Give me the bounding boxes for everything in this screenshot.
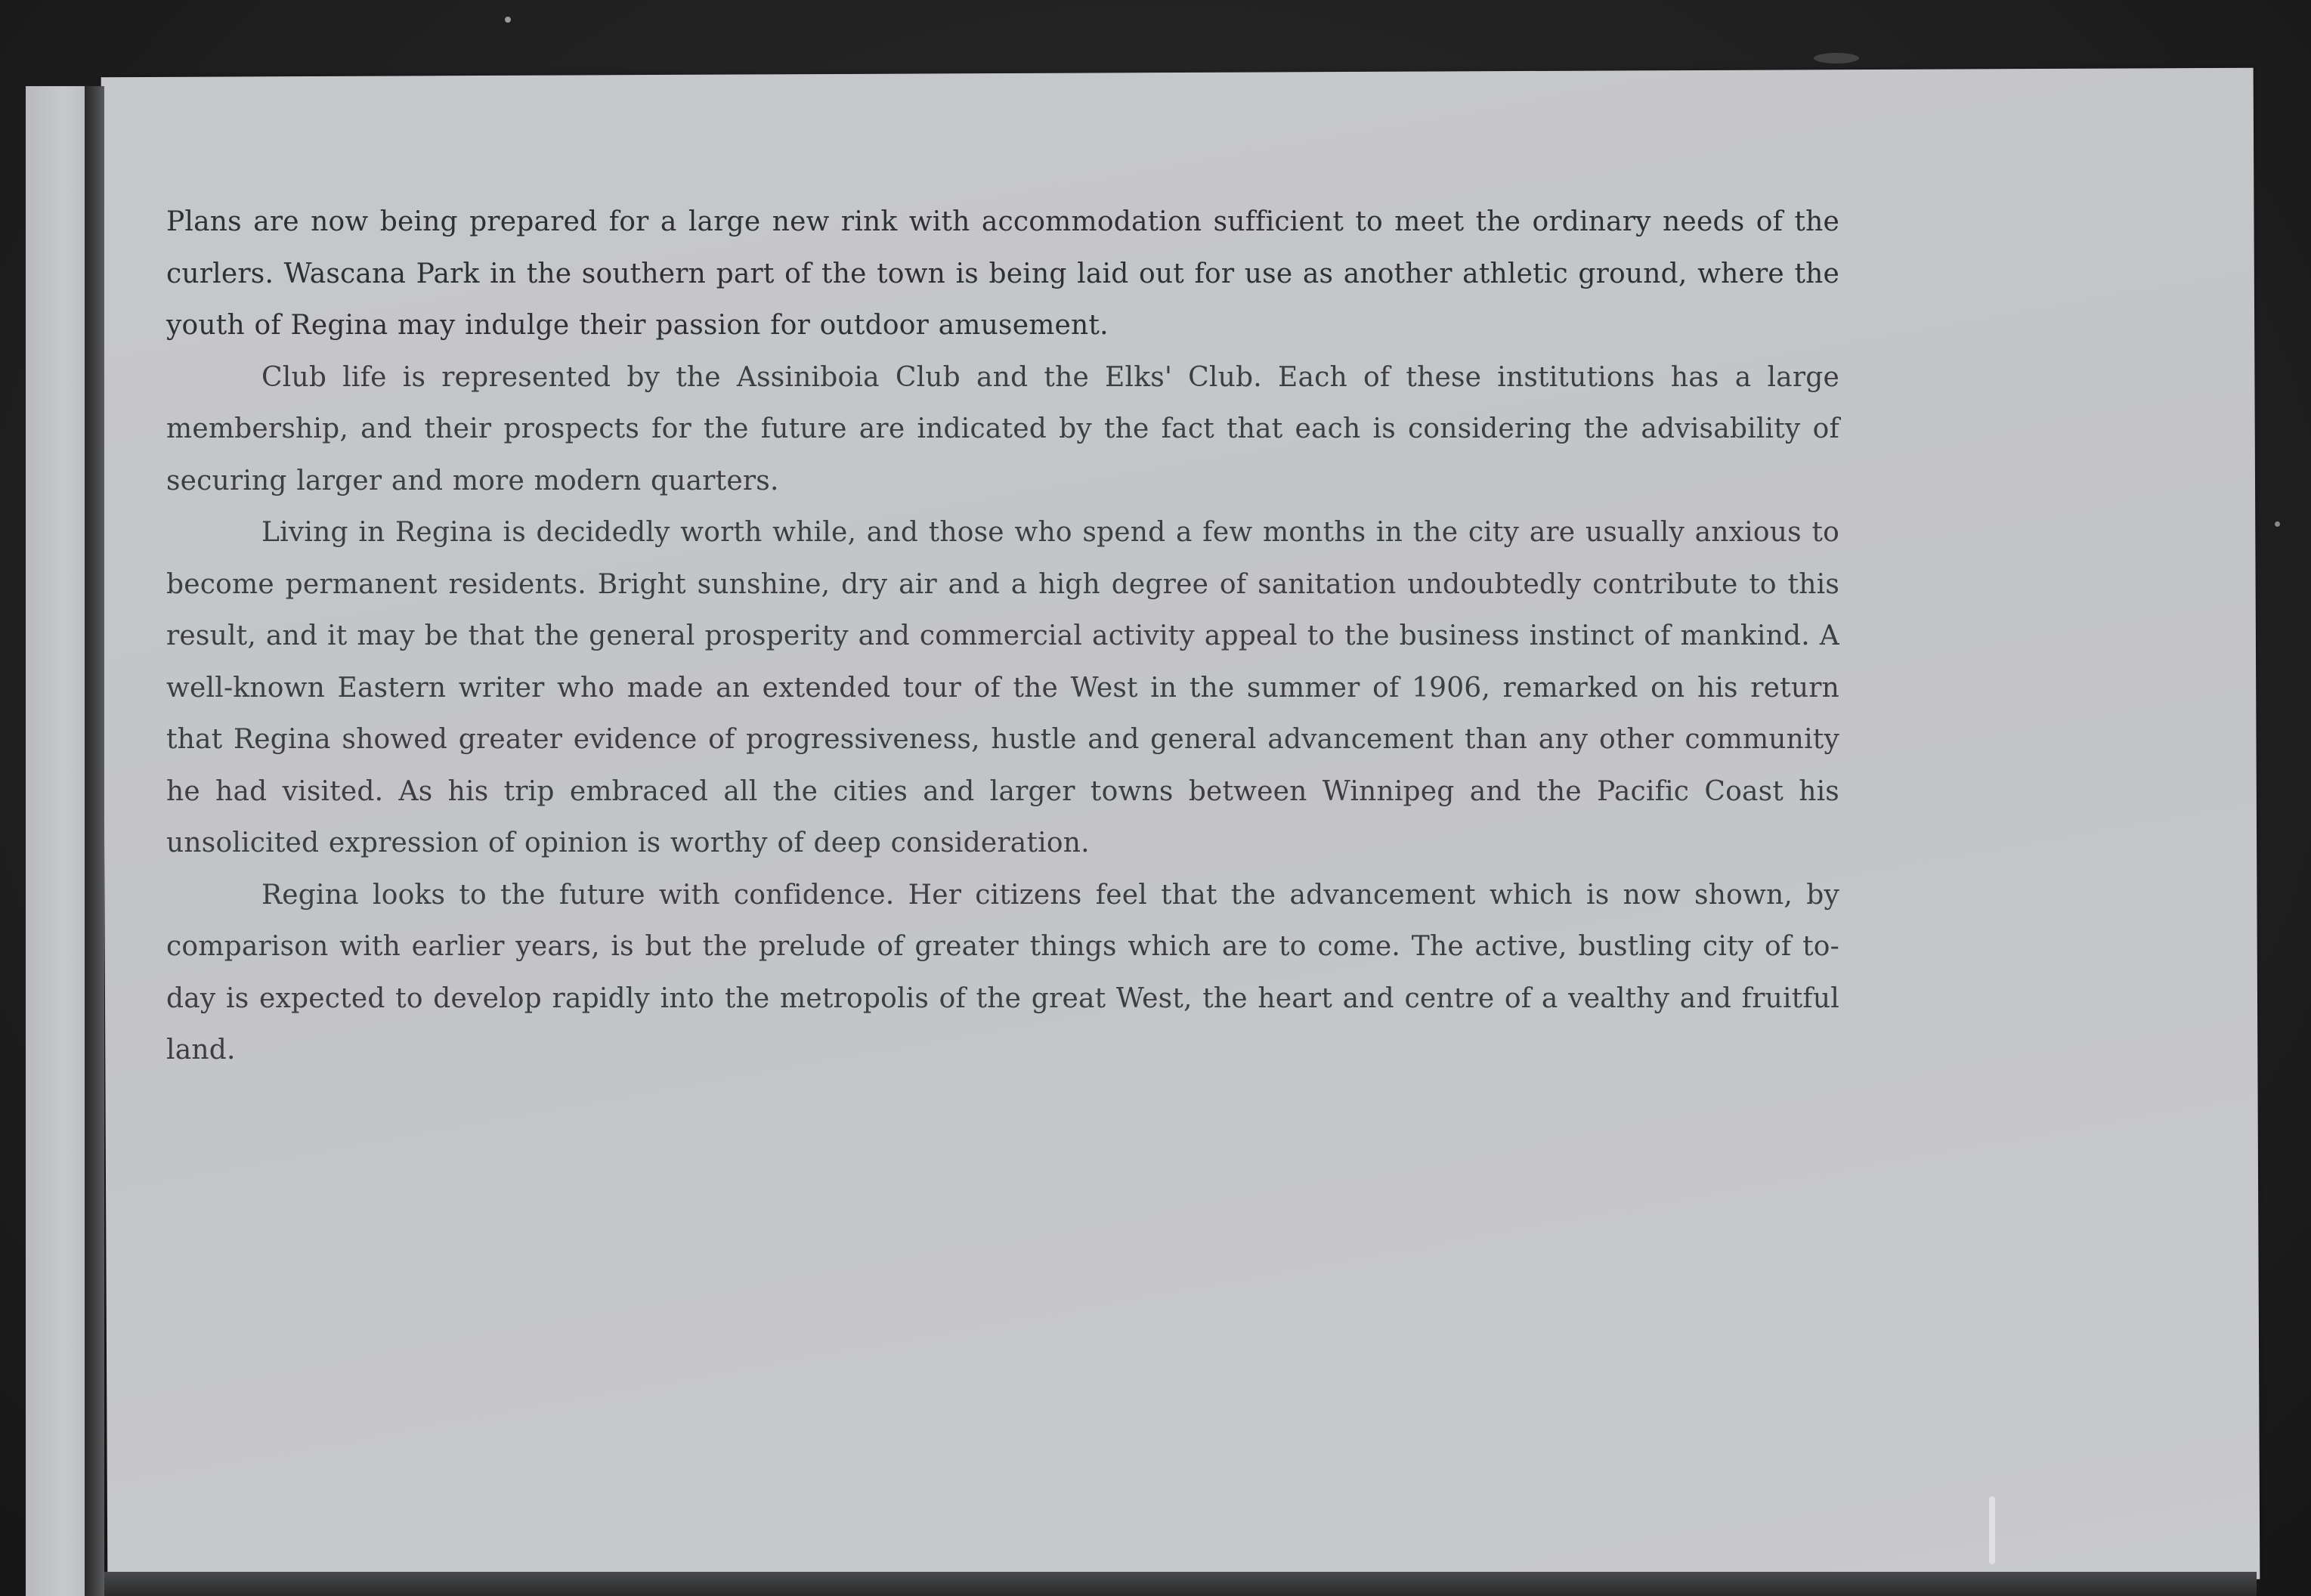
left-page-margin [26, 86, 89, 1596]
dust-speck [2275, 521, 2280, 527]
dust-speck [505, 17, 511, 23]
dust-speck [1989, 1496, 1995, 1564]
paragraph-club-life: Club life is represented by the Assiniboia Club and the Elks' Club. Each of these institutions has a large membership, and their prospects for the future are indicated by the fact that each is considering the advisability of securing larger and more modern quarters. [166, 361, 1839, 496]
paragraph-living-in-regina: Living in Regina is decidedly worth while, and those who spend a few months in the city are usually anxious to become permanent residents. Bright sunshine, dry air and a high degree of sanitation undoubtedly contribute to this result, and it may be that the general prosperity and commercial activity appeal to the business instinct of mankind. A well-known Eastern writer who made an extended tour of the West in the summer of 1906, remarked on his return that Regina showed greater evidence of progressiveness, hustle and general advancement than any other community he had visited. As his trip embraced all the cities and larger towns between Winnipeg and the Pacific Coast his unsolicited expression of opinion is worthy of deep consideration. [166, 517, 1839, 858]
paragraph-rink: Plans are now being prepared for a large new rink with accommodation sufficient to meet the ordinary needs of the curlers. Wascana Park in the southern part of the town is being laid out for use as another athletic ground, where the youth of Regina may indulge their passion for outdoor amusement. [166, 206, 1839, 341]
paragraph-future: Regina looks to the future with confidence. Her citizens feel that the advancement which is now shown, by comparison with earlier years, is but the prelude of greater things which are to come. The active, bustling city of to-day is expected to develop rapidly into the metropolis of the great West, the heart and centre of a vealthy and fruitful land. [166, 879, 1839, 1066]
body-text [166, 196, 1839, 1077]
dust-speck [1814, 53, 1859, 63]
binding-edge [85, 86, 104, 1596]
page-bottom-shadow [104, 1572, 2257, 1596]
